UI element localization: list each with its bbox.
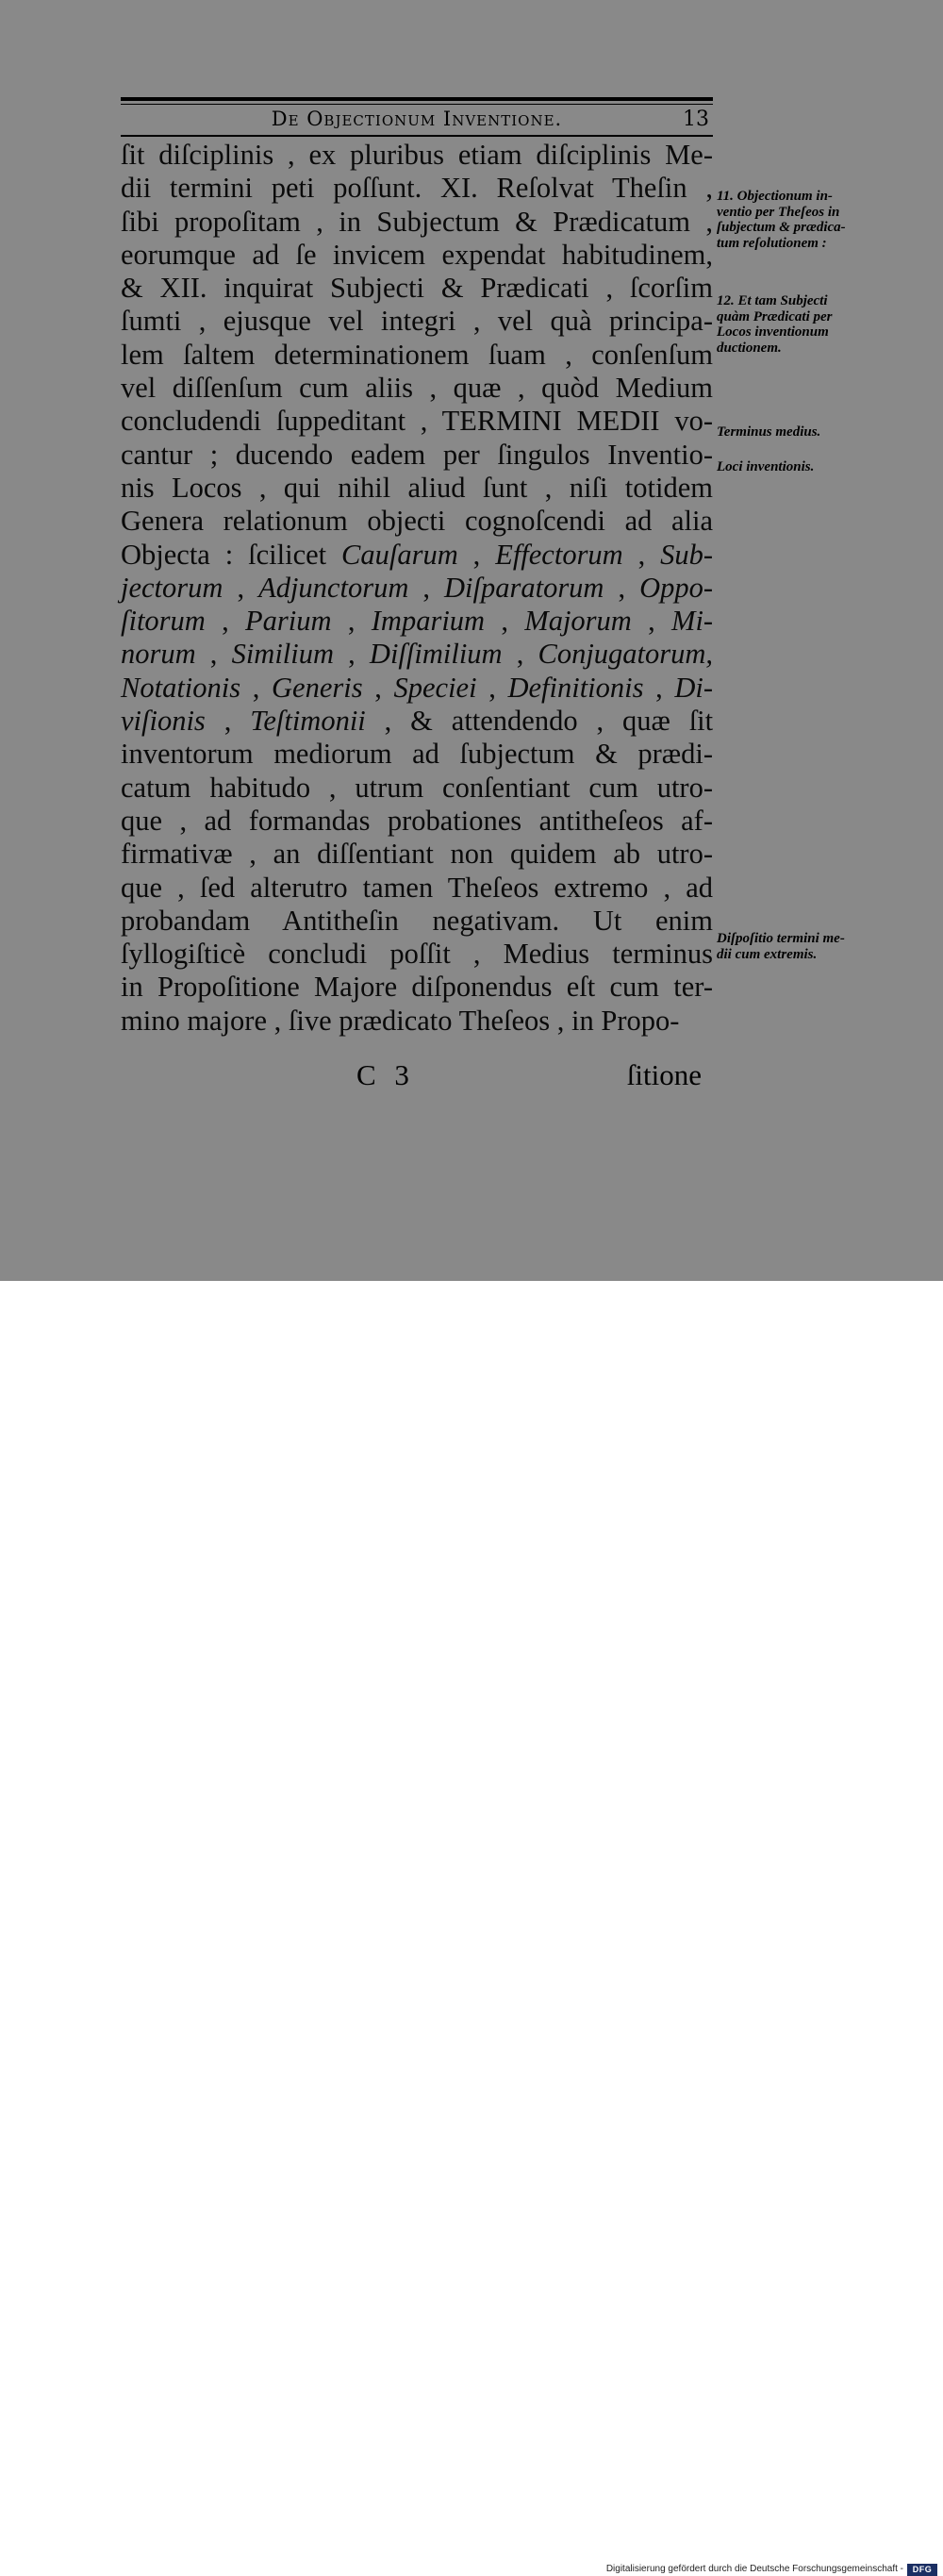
text-line: dii termini peti poſſunt. XI. Reſolvat Theſin , (121, 172, 713, 205)
funding-notice: Digitalisierung gefördert durch die Deutsche Forschungsgemeinschaft - (605, 2564, 903, 2574)
text-line: eorumque ad ſe invicem expendat habitudinem, (121, 238, 713, 271)
text-line: que , ſed alterutro tamen Theſeos extremo , ad (121, 871, 713, 904)
text-line: firmativæ , an diſſentiant non quidem ab utro- (121, 838, 713, 871)
running-title: De Objectionum Inventione. (271, 108, 563, 130)
text-line: inventorum mediorum ad ſubjectum & prædi- (121, 738, 713, 771)
text-line: concludendi ſuppeditant , TERMINI MEDII vo- (121, 405, 713, 438)
catchword: ſitione (626, 1058, 702, 1091)
page-number: 13 (683, 108, 709, 131)
marginal-note-line: 12. Et tam Subjecti (717, 293, 828, 308)
text-line: ſitorum , Parium , Imparium , Majorum , Mi- (121, 605, 714, 638)
marginal-note (717, 189, 939, 251)
text-line: norum , Similium , Diſſimilium , Conjugatorum, (121, 638, 714, 671)
text-line: ſumti , ejusque vel integri , vel quà principa- (121, 305, 713, 338)
marginal-note (717, 459, 939, 475)
text-line: ſyllogiſticè concludi poſſit , Medius terminus (121, 938, 713, 971)
header-rule-bottom (121, 135, 713, 137)
text-line: cantur ; ducendo eadem per ſingulos Inventio- (121, 438, 713, 471)
marginal-note (717, 293, 939, 356)
marginal-note-line: ductionem. (717, 340, 782, 356)
text-line: mino majore , ſive prædicato Theſeos , in Propo- (121, 1004, 680, 1037)
text-line: jectorum , Adjunctorum , Diſparatorum , Oppo- (121, 571, 714, 604)
header-rule-thin (121, 104, 713, 105)
text-line: lem ſaltem determinationem ſuam , conſenſum (121, 338, 713, 371)
text-line: ſibi propoſitam , in Subjectum & Prædicatum , (121, 205, 713, 238)
marginal-note-line: ventio per Theſeos in (717, 204, 840, 220)
marginal-note-line: 11. Objectionum in- (717, 189, 833, 204)
text-line: que , ad formandas probationes antitheſeos af- (121, 804, 713, 837)
text-line: Genera relationum objecti cognoſcendi ad alia (121, 505, 713, 538)
marginal-note-line: Terminus medius. (717, 424, 821, 440)
text-line: in Propoſitione Majore diſponendus eſt cum ter- (121, 971, 713, 1004)
text-line: viſionis , Teſtimonii , & attendendo , quæ ſit (121, 705, 714, 738)
signature-mark: C 3 (356, 1058, 415, 1091)
text-line: Notationis , Generis , Speciei , Definitionis , Di- (121, 671, 714, 704)
marginal-note (717, 931, 939, 962)
text-line: Objecta : ſcilicet Cauſarum , Effectorum , Sub- (121, 538, 714, 571)
dfg-logo: DFG (907, 2564, 937, 2576)
text-line: catum habitudo , utrum conſentiant cum utro- (121, 771, 713, 804)
marginal-note-line: dii cum extremis. (717, 946, 818, 962)
marginal-note-line: Loci inventionis. (717, 459, 815, 474)
text-line: ſit diſciplinis , ex pluribus etiam diſciplinis Me- (121, 139, 713, 171)
header-rule-top (121, 97, 713, 101)
text-line: probandam Antitheſin negativam. Ut enim (121, 904, 713, 937)
marginal-note-line: ſubjectum & prædica- (717, 220, 846, 235)
marginal-note (717, 424, 939, 440)
marginal-note-line: tum reſolutionem : (717, 235, 827, 251)
digitization-footer (0, 1281, 943, 2574)
marginal-note-line: Diſpoſitio termini me- (717, 931, 845, 946)
body-text (121, 139, 713, 1038)
text-line: nis Locos , qui nihil aliud ſunt , niſi totidem (121, 471, 713, 504)
marginal-note-line: quàm Prædicati per (717, 308, 833, 324)
text-line: vel diſſenſum cum aliis , quæ , quòd Medium (121, 372, 713, 405)
scanned-page (0, 0, 943, 1281)
marginal-note-line: Locos inventionum (717, 324, 829, 340)
text-line: & XII. inquirat Subjecti & Prædicati , ſcorſim (121, 272, 713, 305)
